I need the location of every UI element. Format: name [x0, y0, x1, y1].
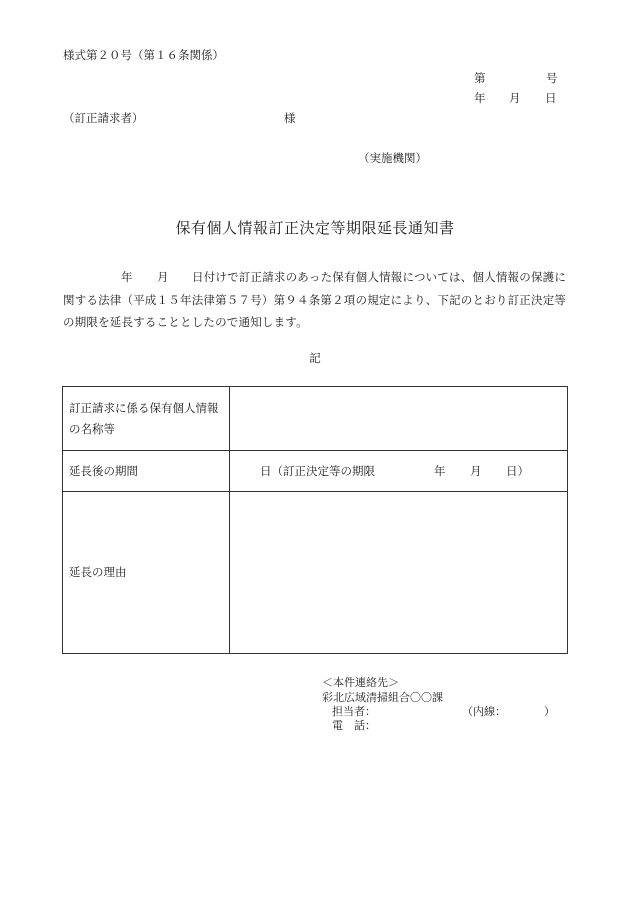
- recipient-honorific: 様: [284, 111, 296, 125]
- date-year: 年: [474, 91, 486, 105]
- info-name-label-line-2: の名称等: [69, 421, 115, 436]
- body-year: 年: [121, 270, 133, 284]
- ki-heading: 記: [309, 351, 321, 365]
- body-line-1-text: 日付けで訂正請求のあった保有個人情報については、個人情報の保護に: [192, 270, 567, 284]
- extended-period-year: 年: [434, 464, 446, 478]
- extended-period-label: 延長後の期間: [63, 451, 230, 492]
- form-number: 様式第２０号（第１６条関係）: [63, 48, 224, 62]
- extended-period-day: 日）: [506, 464, 529, 478]
- info-name-label: [63, 387, 230, 451]
- contact-phone: 電 話：: [332, 719, 376, 732]
- extended-period-prefix: 日（訂正決定等の期限: [260, 464, 375, 478]
- table-row-extended-period: [63, 451, 568, 492]
- contact-heading: ＜本件連絡先＞: [322, 676, 399, 689]
- body-line-3: の期限を延長することとしたので通知します。: [63, 315, 308, 329]
- details-table: [62, 386, 568, 654]
- extension-reason-value: [230, 492, 568, 654]
- date-day: 日: [545, 91, 557, 105]
- contact-extension: （内線：: [462, 705, 506, 718]
- info-name-value: [230, 387, 568, 451]
- issuer-label: （実施機関）: [358, 151, 427, 165]
- extension-reason-label: 延長の理由: [63, 492, 230, 654]
- date-month: 月: [509, 91, 521, 105]
- extended-period-month: 月: [470, 464, 482, 478]
- table-row-extension-reason: [63, 492, 568, 654]
- contact-person: 担当者：: [332, 705, 376, 718]
- contact-extension-close: ）: [544, 705, 555, 718]
- doc-number-suffix: 号: [546, 71, 558, 85]
- extended-period-value: [230, 451, 568, 492]
- body-month: 月: [157, 270, 169, 284]
- document-title: 保有個人情報訂正決定等期限延長通知書: [175, 219, 455, 237]
- recipient-label: （訂正請求者）: [63, 111, 144, 125]
- table-row-info-name: [63, 387, 568, 451]
- body-line-2: 関する法律（平成１５年法律第５７号）第９４条第２項の規定により、下記のとおり訂正決定等: [63, 293, 567, 307]
- contact-department: 彩北広域清掃組合〇〇課: [322, 691, 443, 704]
- doc-number-prefix: 第: [474, 71, 486, 85]
- info-name-label-line-1: 訂正請求に係る保有個人情報: [69, 400, 219, 415]
